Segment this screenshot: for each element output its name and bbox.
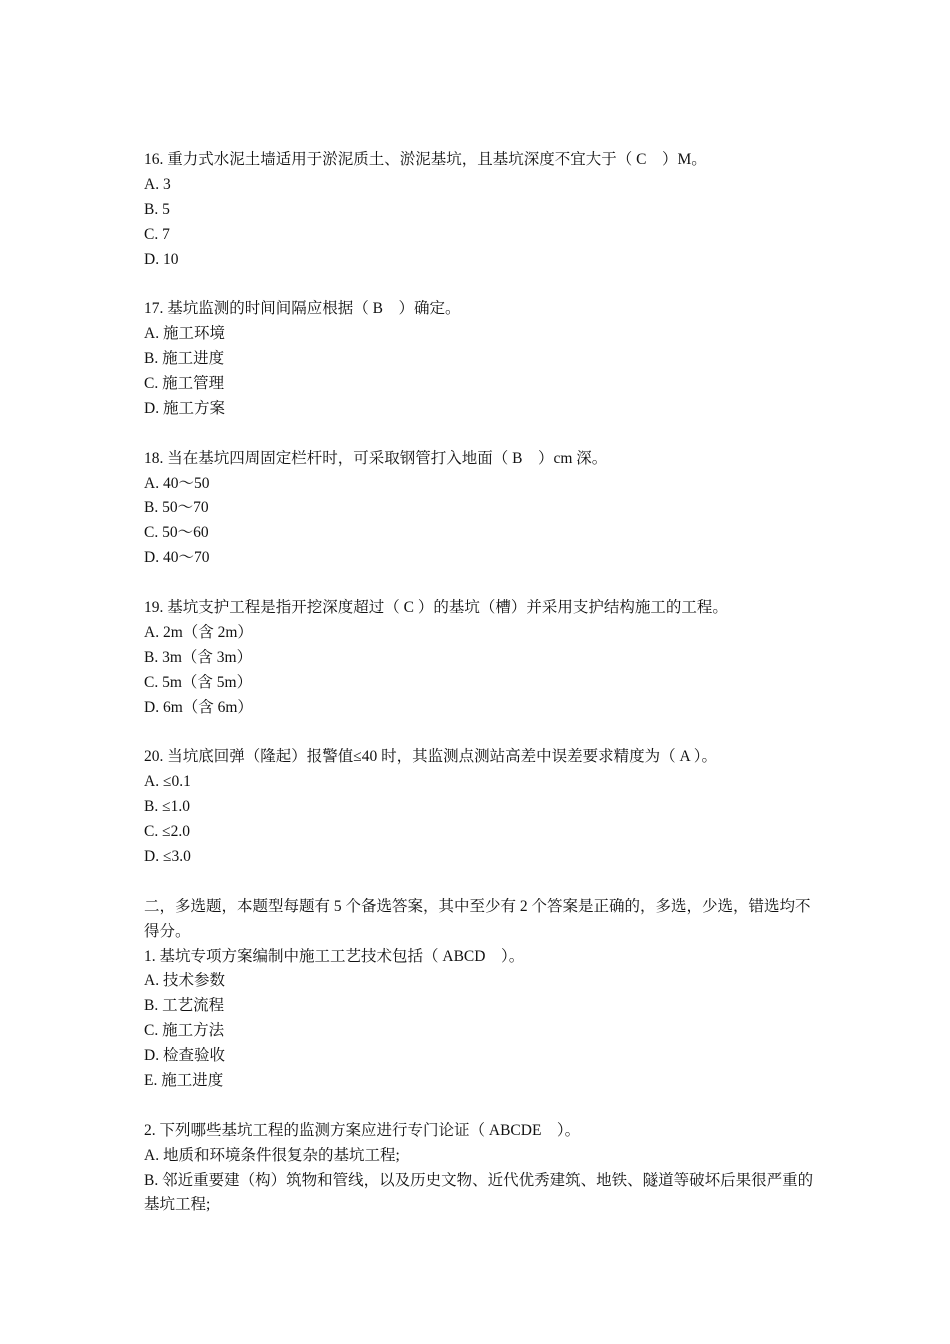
spacer (144, 1094, 814, 1119)
document-body (144, 148, 814, 1218)
question-16-option-b: B. 5 (144, 200, 170, 218)
mc-question-2-option-b: B. 邻近重要建（构）筑物和管线，以及历史文物、近代优秀建筑、地铁、隧道等破坏后果很严重的基坑工程; (144, 1171, 814, 1214)
question-20-stem: 20. 当坑底回弹（隆起）报警值≤40 时，其监测点测站高差中误差要求精度为（ A ）。 (144, 748, 717, 766)
question-16-option-d: D. 10 (144, 250, 179, 268)
section-2-heading: 二，多选题，本题型每题有 5 个备选答案，其中至少有 2 个答案是正确的，多选，少选，错选均不得分。 (144, 897, 811, 940)
spacer (144, 870, 814, 895)
question-19-option-a: A. 2m（含 2m） (144, 623, 253, 641)
spacer (144, 422, 814, 447)
mc-question-1-option-e: E. 施工进度 (144, 1071, 224, 1089)
question-19-stem: 19. 基坑支护工程是指开挖深度超过（ C ）的基坑（槽）并采用支护结构施工的工程。 (144, 599, 728, 617)
question-20-option-c: C. ≤2.0 (144, 823, 190, 841)
question-17-option-d: D. 施工方案 (144, 399, 225, 417)
question-17-stem: 17. 基坑监测的时间间隔应根据（ B ）确定。 (144, 300, 461, 318)
question-16-option-c: C. 7 (144, 225, 170, 243)
question-19-option-b: B. 3m（含 3m） (144, 648, 253, 666)
question-16-option-a: A. 3 (144, 175, 171, 193)
mc-question-1-option-d: D. 检查验收 (144, 1047, 225, 1065)
question-20-option-b: B. ≤1.0 (144, 798, 190, 816)
question-18-stem: 18. 当在基坑四周固定栏杆时，可采取钢管打入地面（ B ）cm 深。 (144, 449, 608, 467)
spacer (144, 272, 814, 297)
mc-question-1-option-c: C. 施工方法 (144, 1022, 225, 1040)
mc-question-1-stem: 1. 基坑专项方案编制中施工工艺技术包括（ ABCD ）。 (144, 947, 525, 965)
question-18-option-a: A. 40～50 (144, 474, 210, 492)
question-17-option-c: C. 施工管理 (144, 375, 225, 393)
question-18-option-c: C. 50～60 (144, 524, 209, 542)
question-18-option-b: B. 50～70 (144, 499, 209, 517)
mc-question-2-stem: 2. 下列哪些基坑工程的监测方案应进行专门论证（ ABCDE ）。 (144, 1121, 581, 1139)
question-16-stem: 16. 重力式水泥土墙适用于淤泥质土、淤泥基坑，且基坑深度不宜大于（ C ）M。 (144, 151, 707, 168)
question-19-option-c: C. 5m（含 5m） (144, 673, 253, 691)
question-19-option-d: D. 6m（含 6m） (144, 698, 253, 716)
question-17-option-a: A. 施工环境 (144, 325, 225, 343)
mc-question-1-option-a: A. 技术参数 (144, 972, 225, 990)
mc-question-2-option-a: A. 地质和环境条件很复杂的基坑工程; (144, 1146, 400, 1164)
question-20-option-a: A. ≤0.1 (144, 773, 191, 791)
question-18-option-d: D. 40～70 (144, 549, 210, 567)
question-20-option-d: D. ≤3.0 (144, 847, 191, 865)
spacer (144, 571, 814, 596)
spacer (144, 720, 814, 745)
question-17-option-b: B. 施工进度 (144, 350, 225, 368)
mc-question-1-option-b: B. 工艺流程 (144, 997, 225, 1015)
